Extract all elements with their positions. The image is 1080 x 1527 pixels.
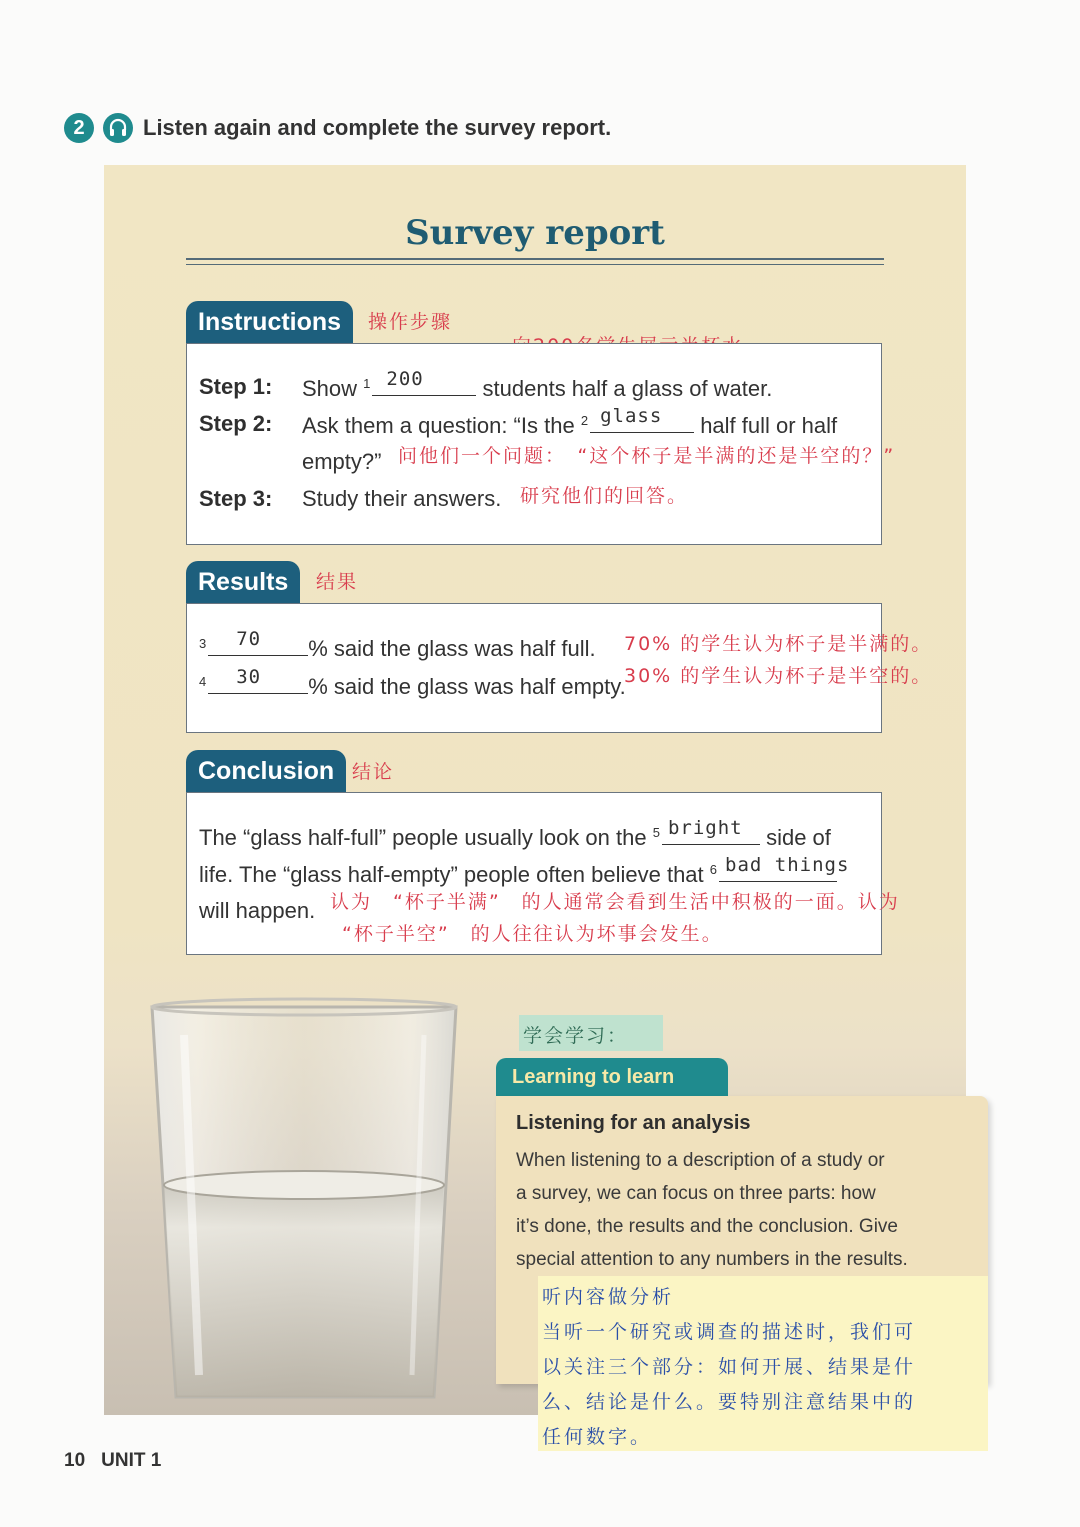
learning-line: a survey, we can focus on three parts: how bbox=[516, 1183, 876, 1204]
learning-note-line: 任何数字。 bbox=[542, 1426, 653, 1448]
learning-translation-note-box bbox=[538, 1276, 988, 1451]
result-row-2 bbox=[199, 666, 626, 700]
answer-6: bad things bbox=[725, 854, 850, 876]
report-title: Survey report bbox=[405, 213, 665, 253]
learning-to-learn-tab bbox=[496, 1058, 728, 1096]
step3-translation-note: 研究他们的回答。 bbox=[520, 485, 689, 507]
blank-4[interactable] bbox=[208, 666, 308, 694]
conclusion-line-1 bbox=[199, 817, 831, 851]
result-1-translation-note: 70% 的学生认为杯子是半满的。 bbox=[624, 633, 933, 655]
learning-line: When listening to a description of a study or bbox=[516, 1150, 885, 1171]
blank-6[interactable] bbox=[719, 854, 850, 882]
blank-number: 6 bbox=[709, 861, 718, 877]
step3-text: Study their answers. bbox=[302, 486, 502, 511]
instructions-heading bbox=[186, 301, 353, 343]
step2-before: Ask them a question: “Is the bbox=[302, 413, 575, 438]
conclusion-line1-before: The “glass half-full” people usually look on the bbox=[199, 825, 647, 850]
learning-note-line: 当听一个研究或调查的描述时，我们可 bbox=[542, 1321, 917, 1343]
step1-label: Step 1: bbox=[199, 374, 273, 399]
step1-after: students half a glass of water. bbox=[482, 376, 773, 401]
blank-number: 2 bbox=[580, 412, 589, 428]
blank-number: 4 bbox=[199, 673, 207, 689]
answer-3: 70 bbox=[236, 628, 262, 650]
title-divider bbox=[186, 258, 884, 265]
answer-2: glass bbox=[600, 405, 663, 427]
learning-line: special attention to any numbers in the results. bbox=[516, 1249, 908, 1270]
step2-translation-note: 问他们一个问题： “这个杯子是半满的还是半空的？” bbox=[398, 445, 896, 467]
learning-translation-notes bbox=[542, 1280, 916, 1455]
answer-4: 30 bbox=[236, 666, 262, 688]
results-heading bbox=[186, 561, 300, 603]
conclusion-heading bbox=[186, 750, 346, 792]
step2-line2: empty?” bbox=[302, 449, 382, 474]
result-2-translation-note: 30% 的学生认为杯子是半空的。 bbox=[624, 665, 933, 687]
step2-text bbox=[302, 405, 838, 439]
conclusion-heading-text: Conclusion bbox=[198, 756, 335, 785]
learning-note-line: 听内容做分析 bbox=[542, 1286, 675, 1308]
task-instruction: Listen again and complete the survey report. bbox=[143, 115, 612, 140]
blank-number: 1 bbox=[363, 375, 371, 391]
conclusion-line2-before: life. The “glass half-empty” people often believe that bbox=[199, 862, 704, 887]
step3-label: Step 3: bbox=[199, 486, 273, 511]
glass-of-water-image bbox=[144, 995, 474, 1415]
result-2-text: % said the glass was half empty. bbox=[308, 674, 626, 699]
instructions-heading-text: Instructions bbox=[198, 307, 342, 336]
conclusion-heading-note: 结论 bbox=[352, 761, 395, 783]
step2-label: Step 2: bbox=[199, 411, 273, 436]
instructions-heading-note: 操作步骤 bbox=[368, 311, 453, 333]
conclusion-line-3: will happen. bbox=[199, 898, 316, 923]
blank-1[interactable] bbox=[372, 368, 476, 396]
headphones-icon bbox=[103, 113, 133, 143]
step1-before: Show bbox=[302, 376, 358, 401]
conclusion-line-2 bbox=[199, 854, 850, 888]
task-heading bbox=[64, 112, 611, 144]
conclusion-line1-after: side of bbox=[766, 825, 831, 850]
learning-line: it’s done, the results and the conclusion. Give bbox=[516, 1216, 898, 1237]
task-number-badge: 2 bbox=[64, 113, 94, 143]
blank-5[interactable] bbox=[662, 817, 760, 845]
results-heading-note: 结果 bbox=[316, 571, 359, 593]
blank-3[interactable] bbox=[208, 628, 308, 656]
answer-1: 200 bbox=[386, 368, 424, 390]
result-1-text: % said the glass was half full. bbox=[308, 636, 596, 661]
learning-note-line: 以关注三个部分：如何开展、结果是什 bbox=[542, 1356, 917, 1378]
learning-to-learn-tab-text: Learning to learn bbox=[512, 1065, 675, 1088]
learning-tag-note-bg bbox=[519, 1015, 663, 1051]
learning-body bbox=[516, 1144, 908, 1276]
conclusion-translation-note-2: “杯子半空” 的人往往认为坏事会发生。 bbox=[342, 923, 723, 945]
conclusion-translation-note-1: 认为 “杯子半满” 的人通常会看到生活中积极的一面。认为 bbox=[330, 891, 900, 913]
results-heading-text: Results bbox=[198, 567, 289, 596]
page-number: 10 bbox=[64, 1450, 86, 1471]
result-row-1 bbox=[199, 628, 596, 662]
blank-number: 5 bbox=[652, 824, 660, 840]
step1-text bbox=[302, 368, 773, 402]
unit-label: UNIT 1 bbox=[101, 1450, 162, 1471]
learning-note-line: 么、结论是什么。要特别注意结果中的 bbox=[542, 1391, 917, 1413]
learning-tag-note: 学会学习： bbox=[523, 1025, 629, 1047]
learning-title: Listening for an analysis bbox=[516, 1112, 751, 1134]
blank-2[interactable] bbox=[590, 405, 694, 433]
blank-number: 3 bbox=[199, 635, 207, 651]
page-footer bbox=[64, 1450, 177, 1472]
step2-after: half full or half bbox=[700, 413, 838, 438]
answer-5: bright bbox=[667, 817, 743, 839]
